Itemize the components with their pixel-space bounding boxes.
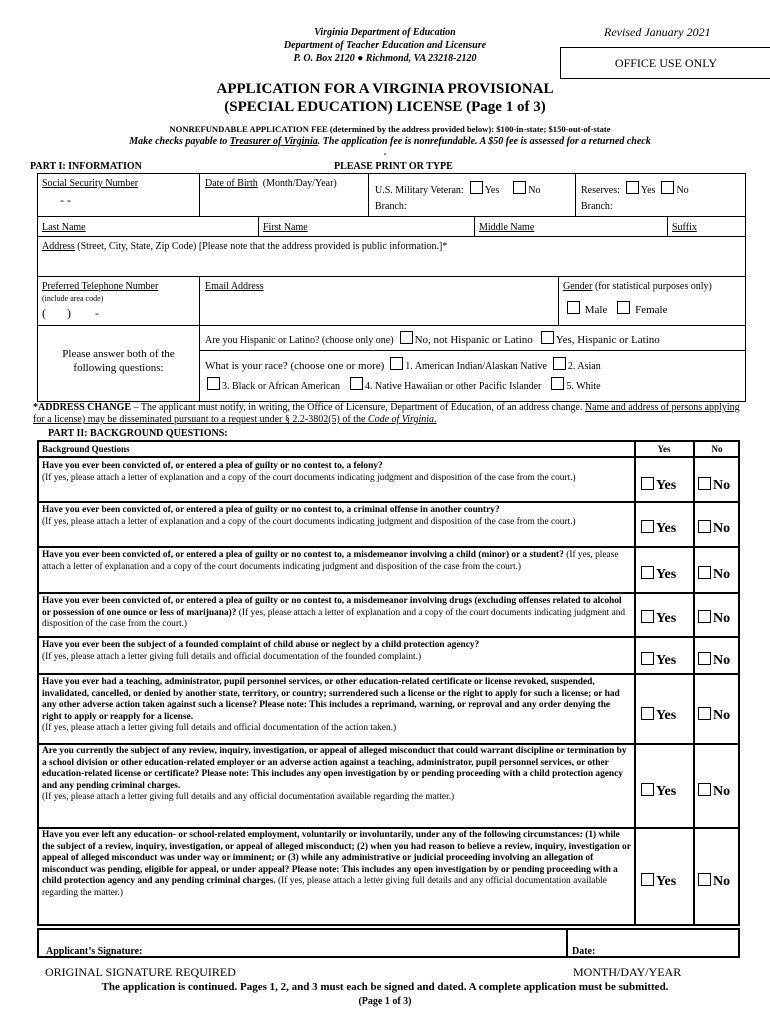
race-2-checkbox[interactable] [553,357,566,370]
gender-options: Male Female [567,301,668,316]
dob-field[interactable] [205,195,365,213]
q8-yes[interactable]: Yes [641,873,676,890]
q4-yes-checkbox[interactable] [641,610,654,623]
answer-both-line2: following questions: [73,362,164,374]
q2-yes-checkbox[interactable] [641,520,654,533]
col-questions: Background Questions [42,444,130,454]
q3-no-checkbox[interactable] [698,566,711,579]
part1-heading: PART I: INFORMATION [30,161,142,172]
q5-no-checkbox[interactable] [698,652,711,665]
part2-heading: PART II: BACKGROUND QUESTIONS: [48,428,228,439]
q4-no-checkbox[interactable] [698,610,711,623]
q2-yes[interactable]: Yes [641,520,676,537]
question-8: Have you ever left any education- or school-related employment, voluntarily or involuntarily, under any of the following circumstances: (1) while the subject of a review, inquiry, investigation, or appeal of alleged misconduct; (2) when you had reason to believe a review, inquiry, investigation or appeal of alleged misconduct was under way or imminent; or (3) while any administrative or judicial proceeding involving an allegation of misconduct was pending, eligible for appeal, or under appeal? Please note: This includes any open investigation by or pending proceeding with a child protection agency and any pending criminal charges. (If yes, please attach a letter giving full details and any official documentation available regarding the matter.) [42,830,631,898]
q1-yes-checkbox[interactable] [641,477,654,490]
question-4: Have you ever been convicted of, or entered a plea of guilty or no contest to, a misdemeanor involving drugs (excluding offenses related to alcohol or possession of one ounce or less of marijuana)? (If yes, please attach a letter of explanation and a copy of the court documents indicating judgment and disposition of the case from the court.) [42,596,626,630]
middle-name-label: Middle Name [479,222,535,233]
agency-address: P. O. Box 2120 ● Richmond, VA 23218-2120 [293,53,477,64]
office-use-box [560,47,770,79]
payable-line: Make checks payable to Treasurer of Virginia. The application fee is nonrefundable. A $50 fee is assessed for a returned check [129,136,651,147]
hispanic-row: Are you Hispanic or Latino? (choose only one) No, not Hispanic or Latino Yes, Hispanic or Latino [205,331,660,346]
q8-no[interactable]: No [698,873,730,890]
ssn-field[interactable]: - - [60,193,71,207]
form-title-line1: APPLICATION FOR A VIRGINIA PROVISIONAL [216,81,554,97]
office-use-label: OFFICE USE ONLY [614,56,718,70]
col-yes: Yes [657,444,671,454]
form-title-line2: (SPECIAL EDUCATION) LICENSE (Page 1 of 3) [224,99,546,115]
female-checkbox[interactable] [617,301,630,314]
q7-yes[interactable]: Yes [641,783,676,800]
q8-yes-checkbox[interactable] [641,873,654,886]
email-field[interactable] [205,295,555,323]
q5-yes[interactable]: Yes [641,652,676,669]
q1-no[interactable]: No [698,477,730,494]
q5-yes-checkbox[interactable] [641,652,654,665]
q8-no-checkbox[interactable] [698,873,711,886]
phone-field[interactable]: ( ) - [42,306,99,320]
race-row2: 3. Black or African American 4. Native Hawaiian or other Pacific Islander 5. White [207,377,601,392]
reserves-branch-label: Branch: [581,201,613,212]
payable-dot: . [383,147,387,157]
first-name-label: First Name [263,222,308,233]
race-4-checkbox[interactable] [350,377,363,390]
revised-date: Revised January 2021 [604,25,711,39]
signature-field[interactable] [160,932,560,956]
gender-label: Gender [563,281,593,292]
question-1: Have you ever been convicted of, or entered a plea of guilty or no contest to, a felony? (If yes, please attach a letter of explanation and a copy of the court documents indicating judgment and disposition of the case from the court.) [42,461,576,483]
original-signature-note: ORIGINAL SIGNATURE REQUIRED [45,965,236,979]
col-no: No [711,444,723,454]
signature-label: Applicant’s Signature: [46,946,143,957]
reserves-yes-checkbox[interactable] [626,181,639,194]
agency-name: Virginia Department of Education [314,27,456,38]
q7-no-checkbox[interactable] [698,783,711,796]
division-name: Department of Teacher Education and Licensure [283,40,487,51]
email-label: Email Address [205,281,264,292]
reserves-row: Reserves: Yes No [581,181,689,196]
date-field[interactable] [605,932,735,956]
q4-yes[interactable]: Yes [641,610,676,627]
ssn-label: Social Security Number [42,178,139,189]
male-checkbox[interactable] [567,301,580,314]
q6-yes[interactable]: Yes [641,707,676,724]
veteran-branch-label: Branch: [375,201,407,212]
payee-name: Treasurer of Virginia [229,136,318,147]
q4-no[interactable]: No [698,610,730,627]
race-3-checkbox[interactable] [207,377,220,390]
q2-no-checkbox[interactable] [698,520,711,533]
address-field[interactable] [42,255,742,274]
veteran-no-checkbox[interactable] [513,181,526,194]
answer-both-line1: Please answer both of the [62,348,175,360]
question-2: Have you ever been convicted of, or entered a plea of guilty or no contest to, a criminal offense in another country? (If yes, please attach a letter of explanation and a copy of the court documents indicating judgment and disposition of the case from the court.) [42,505,576,527]
address-label: Address [42,241,75,252]
question-5: Have you ever been the subject of a founded complaint of child abuse or neglect by a child protection agency? (If yes, please attach a letter giving full details and official documentation of the founded complaint.) [42,640,480,662]
date-label: Date: [572,946,596,957]
fee-line: NONREFUNDABLE APPLICATION FEE (determined by the address provided below): $100-in-state; $150-out-of-state [169,124,611,134]
print-note: PLEASE PRINT OR TYPE [334,161,453,172]
q5-no[interactable]: No [698,652,730,669]
question-6: Have you ever had a teaching, administrator, pupil personnel services, or other education-related certificate or license revoked, suspended, invalidated, cancelled, or denied by another state, territory, or country; surrendered such a license or the right to apply for such a license; or had any other adverse action taken against such a license? Please note: This includes a reprimand, warning, or reproval and any order denying the right to apply or reapply for a license. (If yes, please attach a letter giving full details and official documentation of the action taken.) [42,677,620,734]
hispanic-no-checkbox[interactable] [400,331,413,344]
q2-no[interactable]: No [698,520,730,537]
hispanic-yes-checkbox[interactable] [541,331,554,344]
dob-label: Date of Birth [205,178,258,189]
dob-label-wrap: Date of Birth (Month/Day/Year) [205,178,337,189]
race-row1: What is your race? (choose one or more) 1. American Indian/Alaskan Native 2. Asian [205,357,601,372]
q1-no-checkbox[interactable] [698,477,711,490]
q3-yes-checkbox[interactable] [641,566,654,579]
address-change-note: *ADDRESS CHANGE – The applicant must notify, in writing, the Office of Licensure, Department of Education, of an address change. Name and address of persons applying for a license) may be disseminated pursuant to a request under § 2.2-3802(5) of the Code of Virginia. [33,402,740,425]
question-7: Are you currently the subject of any review, inquiry, investigation, or appeal of alleged misconduct that could warrant discipline or termination by a school division or other education-related employer or an adverse action against a teaching, administrator, pupil personnel services, or other education-related license or certificate? Please note: This includes any open investigation by or pending proceeding with a child protection agency and any pending criminal charges. (If yes, please attach a letter giving full details and any official documentation available regarding the matter.) [42,746,627,803]
q6-yes-checkbox[interactable] [641,707,654,720]
phone-note: (include area code) [42,294,104,303]
veteran-yes-checkbox[interactable] [470,181,483,194]
phone-label: Preferred Telephone Number [42,281,159,292]
q1-yes[interactable]: Yes [641,477,676,494]
q6-no[interactable]: No [698,707,730,724]
continued-note: The application is continued. Pages 1, 2, and 3 must each be signed and dated. A complete application must be submitted. [101,981,669,993]
date-format-note: MONTH/DAY/YEAR [573,965,682,979]
q7-yes-checkbox[interactable] [641,783,654,796]
race-1-checkbox[interactable] [390,357,403,370]
last-name-label: Last Name [42,222,86,233]
page-number: (Page 1 of 3) [358,996,412,1007]
q7-no[interactable]: No [698,783,730,800]
reserves-no-checkbox[interactable] [661,181,674,194]
address-row: Address (Street, City, State, Zip Code) [Please note that the address provided is public information.]* [42,241,448,252]
suffix-label: Suffix [672,222,697,233]
gender-row: Gender (for statistical purposes only) [563,281,712,292]
question-3: Have you ever been convicted of, or entered a plea of guilty or no contest to, a misdemeanor involving a child (minor) or a student? (If yes, please attach a letter of explanation and a copy of the court documents indicating judgment and disposition of the case from the court.) [42,550,619,572]
race-5-checkbox[interactable] [551,377,564,390]
q3-yes[interactable]: Yes [641,566,676,583]
q3-no[interactable]: No [698,566,730,583]
q6-no-checkbox[interactable] [698,707,711,720]
veteran-row: U.S. Military Veteran: Yes No [375,181,541,196]
